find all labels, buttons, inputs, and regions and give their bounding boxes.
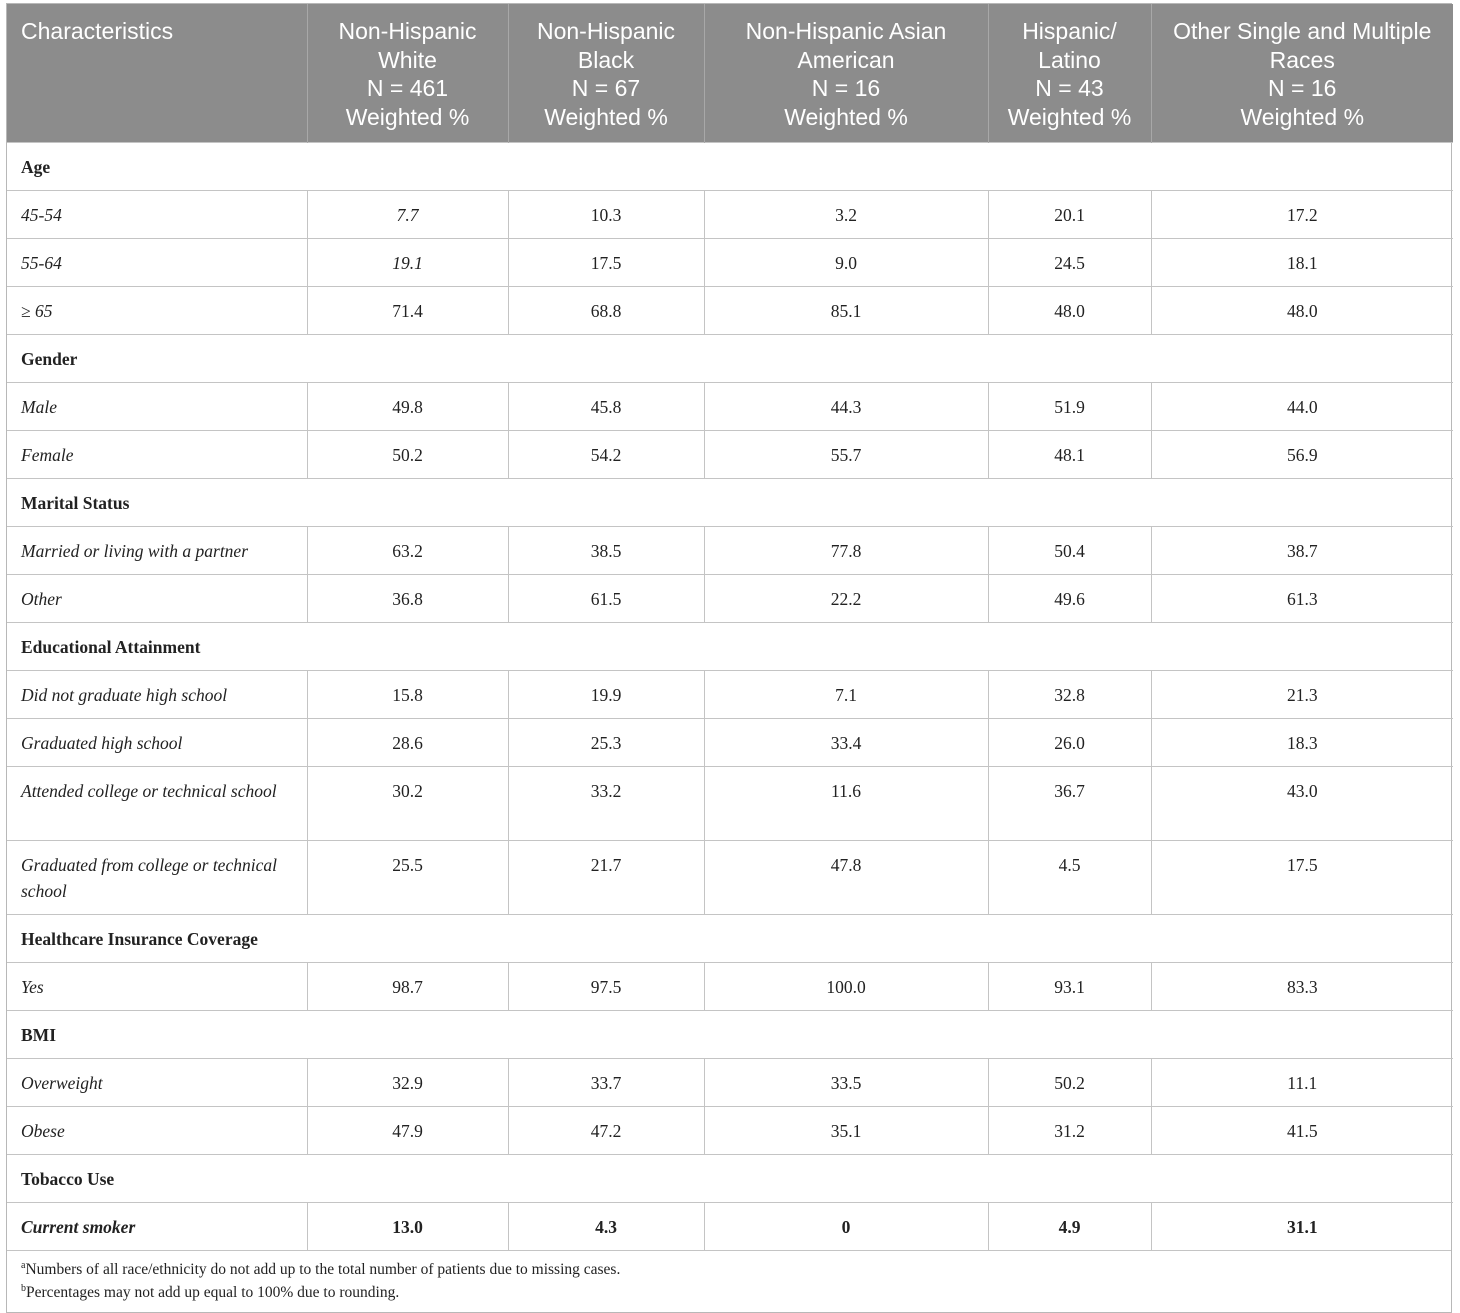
table-cell: 32.8 [988, 670, 1151, 718]
table-cell: 38.5 [508, 526, 704, 574]
table-row [7, 1106, 1453, 1154]
table-cell: 77.8 [704, 526, 988, 574]
section-title: Age [7, 142, 1453, 190]
data-table-frame [6, 3, 1452, 1313]
section-title: Tobacco Use [7, 1154, 1453, 1202]
row-label: Did not graduate high school [7, 670, 307, 718]
table-cell: 49.8 [307, 382, 508, 430]
table-cell: 3.2 [704, 190, 988, 238]
table-cell: 55.7 [704, 430, 988, 478]
footnote [21, 1258, 1437, 1281]
table-cell: 24.5 [988, 238, 1151, 286]
table-cell: 36.7 [988, 766, 1151, 840]
table-cell: 21.7 [508, 840, 704, 914]
characteristics-table [7, 4, 1453, 1250]
table-row [7, 1202, 1453, 1250]
footnote-mark: b [21, 1282, 26, 1294]
header-group: Hispanic/ Latino [1022, 18, 1117, 73]
table-cell: 49.6 [988, 574, 1151, 622]
table-cell: 56.9 [1151, 430, 1453, 478]
header-hispanic-latino [988, 4, 1151, 142]
table-cell: 32.9 [307, 1058, 508, 1106]
header-unit: Weighted % [544, 103, 668, 130]
table-cell: 50.2 [307, 430, 508, 478]
section-title: Educational Attainment [7, 622, 1453, 670]
table-row [7, 1058, 1453, 1106]
table-cell: 36.8 [307, 574, 508, 622]
header-non-hispanic-black [508, 4, 704, 142]
table-cell: 25.5 [307, 840, 508, 914]
table-cell: 43.0 [1151, 766, 1453, 840]
table-cell: 61.3 [1151, 574, 1453, 622]
header-unit: Weighted % [345, 103, 470, 130]
footnote-text: Percentages may not add up equal to 100% due to rounding. [26, 1283, 400, 1301]
table-cell: 50.4 [988, 526, 1151, 574]
table-cell: 31.1 [1151, 1202, 1453, 1250]
table-cell: 47.9 [307, 1106, 508, 1154]
header-unit: Weighted % [784, 103, 908, 130]
header-group: Other Single and Multiple Races [1173, 18, 1432, 73]
table-cell: 35.1 [704, 1106, 988, 1154]
table-row [7, 718, 1453, 766]
footnote-mark: a [21, 1259, 26, 1271]
table-cell: 33.5 [704, 1058, 988, 1106]
table-row [7, 238, 1453, 286]
header-n: N = 461 [366, 75, 449, 101]
footnote-text: Numbers of all race/ethnicity do not add up to the total number of patients due to missing cases. [25, 1260, 621, 1278]
table-cell: 11.1 [1151, 1058, 1453, 1106]
table-cell: 18.1 [1151, 238, 1453, 286]
table-cell: 22.2 [704, 574, 988, 622]
row-label: Yes [7, 962, 307, 1010]
table-cell: 31.2 [988, 1106, 1151, 1154]
table-cell: 4.9 [988, 1202, 1151, 1250]
table-cell: 51.9 [988, 382, 1151, 430]
table-cell: 26.0 [988, 718, 1151, 766]
section-title: Marital Status [7, 478, 1453, 526]
table-row [7, 670, 1453, 718]
table-cell: 19.9 [508, 670, 704, 718]
row-label: 45-54 [7, 190, 307, 238]
table-cell: 93.1 [988, 962, 1151, 1010]
table-cell: 28.6 [307, 718, 508, 766]
table-cell: 13.0 [307, 1202, 508, 1250]
row-label: Female [7, 430, 307, 478]
table-row [7, 840, 1453, 914]
table-cell: 41.5 [1151, 1106, 1453, 1154]
table-row [7, 286, 1453, 334]
table-cell: 17.2 [1151, 190, 1453, 238]
section-title: Healthcare Insurance Coverage [7, 914, 1453, 962]
table-cell: 38.7 [1151, 526, 1453, 574]
table-cell: 45.8 [508, 382, 704, 430]
table-cell: 25.3 [508, 718, 704, 766]
table-cell: 4.5 [988, 840, 1151, 914]
header-n: N = 43 [1035, 75, 1104, 101]
table-cell: 30.2 [307, 766, 508, 840]
row-label: Attended college or technical school [7, 766, 307, 840]
table-cell: 63.2 [307, 526, 508, 574]
table-row [7, 766, 1453, 840]
table-cell: 98.7 [307, 962, 508, 1010]
table-cell: 48.1 [988, 430, 1151, 478]
table-cell: 50.2 [988, 1058, 1151, 1106]
section-row-gender [7, 334, 1453, 382]
row-label: Other [7, 574, 307, 622]
table-cell: 0 [704, 1202, 988, 1250]
table-cell: 97.5 [508, 962, 704, 1010]
row-label: 55-64 [7, 238, 307, 286]
table-cell: 61.5 [508, 574, 704, 622]
row-label: ≥ 65 [7, 286, 307, 334]
row-label: Current smoker [7, 1202, 307, 1250]
table-cell: 9.0 [704, 238, 988, 286]
table-cell: 71.4 [307, 286, 508, 334]
table-row [7, 190, 1453, 238]
table-cell: 33.7 [508, 1058, 704, 1106]
table-row [7, 526, 1453, 574]
table-row [7, 430, 1453, 478]
table-row [7, 382, 1453, 430]
header-group: Non-Hispanic Asian American [745, 18, 947, 73]
table-row [7, 574, 1453, 622]
table-cell: 4.3 [508, 1202, 704, 1250]
table-cell: 100.0 [704, 962, 988, 1010]
table-cell: 85.1 [704, 286, 988, 334]
header-row [7, 4, 1453, 142]
header-n: N = 16 [1268, 75, 1337, 101]
row-label: Overweight [7, 1058, 307, 1106]
table-cell: 19.1 [307, 238, 508, 286]
table-cell: 33.4 [704, 718, 988, 766]
header-unit: Weighted % [1007, 103, 1132, 130]
table-cell: 44.3 [704, 382, 988, 430]
table-cell: 48.0 [1151, 286, 1453, 334]
header-unit: Weighted % [1240, 103, 1365, 130]
header-other-races [1151, 4, 1453, 142]
section-row-educational-attainment [7, 622, 1453, 670]
section-title: BMI [7, 1010, 1453, 1058]
section-row-healthcare-insurance [7, 914, 1453, 962]
header-characteristics: Characteristics [21, 18, 174, 44]
table-row [7, 962, 1453, 1010]
section-row-tobacco-use [7, 1154, 1453, 1202]
table-cell: 20.1 [988, 190, 1151, 238]
table-cell: 7.1 [704, 670, 988, 718]
table-cell: 68.8 [508, 286, 704, 334]
row-label: Obese [7, 1106, 307, 1154]
footnote [21, 1281, 1437, 1304]
header-group: Non-Hispanic Black [536, 18, 676, 73]
section-row-age [7, 142, 1453, 190]
section-row-bmi [7, 1010, 1453, 1058]
table-cell: 15.8 [307, 670, 508, 718]
row-label: Graduated high school [7, 718, 307, 766]
section-title: Gender [7, 334, 1453, 382]
section-row-marital-status [7, 478, 1453, 526]
table-cell: 18.3 [1151, 718, 1453, 766]
table-cell: 10.3 [508, 190, 704, 238]
header-n: N = 67 [571, 75, 641, 101]
header-non-hispanic-asian-american [704, 4, 988, 142]
table-cell: 83.3 [1151, 962, 1453, 1010]
table-cell: 33.2 [508, 766, 704, 840]
row-label: Married or living with a partner [7, 526, 307, 574]
table-footnotes [7, 1250, 1451, 1312]
table-cell: 17.5 [508, 238, 704, 286]
table-cell: 17.5 [1151, 840, 1453, 914]
table-cell: 7.7 [307, 190, 508, 238]
table-cell: 54.2 [508, 430, 704, 478]
table-cell: 47.8 [704, 840, 988, 914]
row-label: Graduated from college or technical school [7, 840, 307, 914]
table-cell: 11.6 [704, 766, 988, 840]
header-non-hispanic-white [307, 4, 508, 142]
row-label: Male [7, 382, 307, 430]
header-n: N = 16 [811, 75, 881, 101]
table-cell: 48.0 [988, 286, 1151, 334]
table-cell: 21.3 [1151, 670, 1453, 718]
table-cell: 47.2 [508, 1106, 704, 1154]
header-group: Non-Hispanic White [338, 18, 477, 73]
table-cell: 44.0 [1151, 382, 1453, 430]
